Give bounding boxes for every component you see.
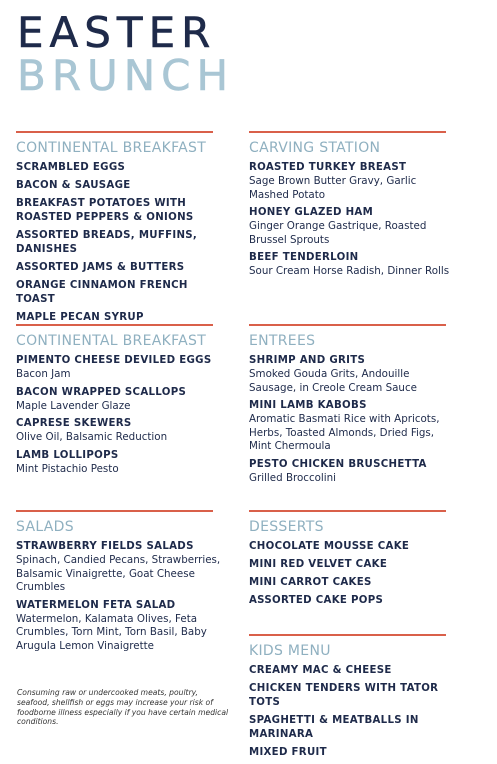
section-divider: [16, 324, 213, 326]
menu-item: [249, 206, 459, 247]
section-entrees: [249, 324, 459, 489]
menu-item-name: PESTO CHICKEN BRUSCHETTA: [249, 458, 427, 470]
section-divider: [249, 510, 446, 512]
section-title: SALADS: [16, 519, 74, 535]
section-salads: [16, 510, 226, 657]
menu-item-name: ASSORTED BREADS, MUFFINS, DANISHES: [16, 230, 198, 255]
menu-item-name: CREAMY MAC & CHEESE: [249, 665, 392, 676]
menu-item-name: ASSORTED JAMS & BUTTERS: [16, 262, 185, 273]
menu-item-name: HONEY GLAZED HAM: [249, 207, 374, 218]
section-title: DESSERTS: [249, 519, 324, 535]
section-carving-station: [249, 131, 459, 283]
menu-item-name: CHOCOLATE MOUSSE CAKE: [249, 541, 410, 552]
section-desserts: [249, 510, 459, 612]
section-title: KIDS MENU: [249, 643, 331, 659]
title-brunch: BRUNCH: [17, 51, 235, 100]
menu-item-name: LAMB LOLLIPOPS: [16, 449, 119, 461]
section-title: CONTINENTAL BREAKFAST: [16, 333, 207, 349]
menu-item-description: Watermelon, Kalamata Olives, Feta Crumbles, Torn Mint, Torn Basil, Baby Arugula Lemon Vinaigrette: [16, 612, 207, 652]
title-easter: EASTER: [17, 8, 217, 57]
menu-item-name: SHRIMP AND GRITS: [249, 355, 366, 366]
menu-item: [249, 161, 459, 202]
disclaimer: Consuming raw or undercooked meats, poultry, seafood, shellfish or eggs may increase your risk of foodborne illness especially if you have certain medical conditions.: [17, 688, 229, 727]
menu-item: [16, 179, 226, 193]
menu-item: [16, 279, 226, 307]
section-divider: [249, 324, 446, 326]
menu-item-name: CAPRESE SKEWERS: [16, 418, 132, 429]
menu-item-name: CHICKEN TENDERS WITH TATOR TOTS: [249, 683, 439, 708]
section-title: ENTREES: [249, 333, 316, 349]
menu-item-name: WATERMELON FETA SALAD: [16, 599, 176, 611]
section-divider: [16, 510, 213, 512]
menu-item-description: Maple Lavender Glaze: [16, 399, 131, 412]
menu-item: [16, 161, 226, 175]
section-divider: [249, 634, 446, 636]
menu-item-name: STRAWBERRY FIELDS SALADS: [16, 541, 194, 552]
menu-item: [249, 458, 459, 486]
menu-item-description: Sage Brown Butter Gravy, Garlic Mashed Potato: [249, 175, 417, 201]
menu-item-name: MAPLE PECAN SYRUP: [16, 312, 144, 323]
menu-item: [249, 251, 459, 279]
section-continental-1: [16, 131, 226, 329]
menu-item-name: ASSORTED CAKE POPS: [249, 595, 384, 606]
menu-item-name: MIXED FRUIT: [249, 747, 327, 758]
menu-item-name: SCRAMBLED EGGS: [16, 162, 126, 173]
menu-item: [16, 229, 226, 257]
menu-item-description: Bacon Jam: [16, 368, 71, 380]
menu-item-name: MINI CARROT CAKES: [249, 577, 372, 588]
menu-item-description: Smoked Gouda Grits, Andouille Sausage, in Creole Cream Sauce: [249, 368, 417, 394]
menu-item-description: Grilled Broccolini: [249, 471, 337, 484]
menu-item: [16, 449, 226, 477]
menu-item: [249, 576, 459, 590]
menu-item: [16, 261, 226, 275]
menu-item: [249, 664, 459, 678]
menu-item-name: BREAKFAST POTATOES WITH ROASTED PEPPERS & ONIONS: [16, 198, 194, 223]
menu-item: [249, 714, 459, 742]
menu-item: [249, 399, 459, 454]
menu-item: [249, 558, 459, 572]
menu-item-name: BACON & SAUSAGE: [16, 180, 131, 191]
menu-item-name: SPAGHETTI & MEATBALLS IN MARINARA: [249, 715, 419, 740]
menu-item: [249, 594, 459, 608]
menu-item: [16, 599, 226, 654]
menu-item-name: PIMENTO CHEESE DEVILED EGGS: [16, 355, 212, 366]
section-title: CONTINENTAL BREAKFAST: [16, 140, 207, 156]
section-divider: [249, 131, 446, 133]
menu-item-description: Aromatic Basmati Rice with Apricots, Herbs, Toasted Almonds, Dried Figs, Mint Chermoula: [249, 413, 440, 452]
menu-item-name: MINI RED VELVET CAKE: [249, 559, 388, 570]
menu-item: [16, 417, 226, 445]
menu-item: [16, 386, 226, 414]
menu-item: [16, 197, 226, 225]
menu-item: [249, 354, 459, 395]
menu-item: [16, 540, 226, 595]
menu-item: [249, 746, 459, 760]
menu-item-description: Olive Oil, Balsamic Reduction: [16, 431, 168, 443]
menu-item: [249, 682, 459, 710]
menu-item-name: BEEF TENDERLOIN: [249, 252, 359, 263]
menu-item-description: Ginger Orange Gastrique, Roasted Brussel Sprouts: [249, 220, 427, 246]
menu-item-description: Mint Pistachio Pesto: [16, 462, 119, 475]
menu-item-name: BACON WRAPPED SCALLOPS: [16, 386, 187, 398]
menu-item-name: MINI LAMB KABOBS: [249, 400, 367, 411]
section-kids-menu: [249, 634, 459, 764]
menu-item-name: ROASTED TURKEY BREAST: [249, 162, 407, 173]
section-divider: [16, 131, 213, 133]
menu-item-description: Spinach, Candied Pecans, Strawberries, Balsamic Vinaigrette, Goat Cheese Crumbles: [16, 554, 221, 593]
section-continental-2: [16, 324, 226, 480]
menu-item: [249, 540, 459, 554]
menu-item-name: ORANGE CINNAMON FRENCH TOAST: [16, 280, 188, 305]
menu-item: [16, 354, 226, 382]
menu-item: [16, 311, 226, 325]
section-title: CARVING STATION: [249, 140, 381, 156]
menu-item-description: Sour Cream Horse Radish, Dinner Rolls: [249, 265, 450, 277]
